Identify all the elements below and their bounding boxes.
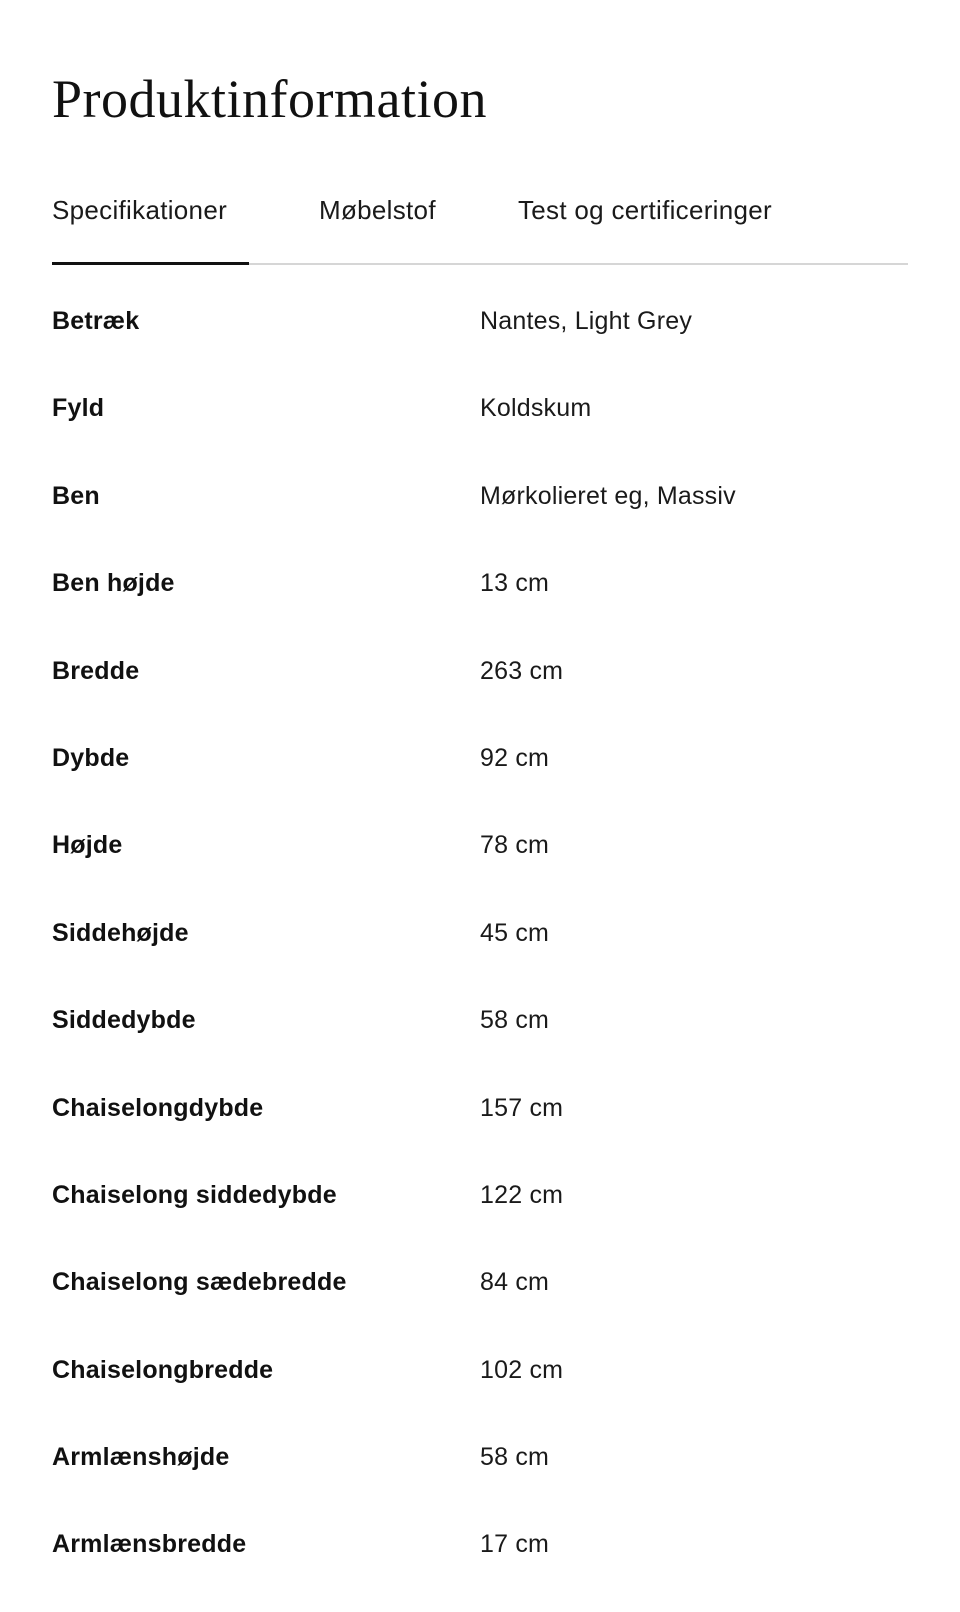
spec-label: Chaiselongbredde bbox=[52, 1355, 274, 1384]
spec-value: 263 cm bbox=[480, 656, 564, 685]
spec-label: Chaiselongdybde bbox=[52, 1093, 264, 1122]
table-row bbox=[52, 290, 908, 377]
spec-value: 13 cm bbox=[480, 569, 550, 598]
spec-value: Nantes, Light Grey bbox=[480, 307, 693, 335]
spec-value: 84 cm bbox=[480, 1268, 550, 1297]
table-row bbox=[52, 377, 908, 464]
spec-label: Siddedybde bbox=[52, 1006, 196, 1035]
spec-label: Siddehøjde bbox=[52, 918, 189, 947]
spec-value: 92 cm bbox=[480, 743, 550, 772]
table-row bbox=[52, 552, 908, 639]
spec-label: Fyld bbox=[52, 394, 105, 423]
tab-test-og-certificeringer[interactable]: Test og certificeringer bbox=[518, 195, 773, 225]
page-title: Produktinformation bbox=[52, 69, 487, 129]
spec-value: 17 cm bbox=[480, 1530, 550, 1559]
table-row bbox=[52, 640, 908, 727]
table-row bbox=[52, 989, 908, 1076]
spec-label: Højde bbox=[52, 831, 123, 860]
table-row bbox=[52, 1426, 908, 1513]
table-row bbox=[52, 1251, 908, 1338]
table-row bbox=[52, 814, 908, 901]
spec-value: 58 cm bbox=[480, 1006, 550, 1035]
table-row bbox=[52, 1164, 908, 1251]
tab-mobelstof[interactable]: Møbelstof bbox=[319, 195, 436, 225]
spec-value: Mørkolieret eg, Massiv bbox=[480, 481, 736, 510]
specifications-table bbox=[52, 290, 908, 1601]
spec-value: 157 cm bbox=[480, 1093, 564, 1122]
spec-value: 78 cm bbox=[480, 831, 550, 860]
spec-label: Chaiselong siddedybde bbox=[52, 1180, 337, 1209]
tab-specifikationer[interactable]: Specifikationer bbox=[52, 186, 249, 263]
spec-label: Ben bbox=[52, 481, 100, 510]
spec-label: Bredde bbox=[52, 656, 140, 685]
spec-label: Armlænshøjde bbox=[52, 1443, 230, 1472]
table-row bbox=[52, 902, 908, 989]
table-row bbox=[52, 727, 908, 814]
spec-label: Chaiselong sædebredde bbox=[52, 1268, 347, 1297]
spec-label: Armlænsbredde bbox=[52, 1530, 247, 1559]
table-row bbox=[52, 1513, 908, 1600]
spec-value: 58 cm bbox=[480, 1443, 550, 1472]
spec-label: Betræk bbox=[52, 307, 140, 335]
spec-value: 45 cm bbox=[480, 918, 550, 947]
table-row bbox=[52, 1077, 908, 1164]
tab-bar bbox=[52, 186, 908, 265]
spec-label: Dybde bbox=[52, 743, 130, 772]
spec-value: 102 cm bbox=[480, 1355, 564, 1384]
spec-label: Ben højde bbox=[52, 569, 175, 598]
table-row bbox=[52, 465, 908, 552]
spec-value: 122 cm bbox=[480, 1180, 564, 1209]
table-row bbox=[52, 1339, 908, 1426]
spec-value: Koldskum bbox=[480, 394, 592, 423]
